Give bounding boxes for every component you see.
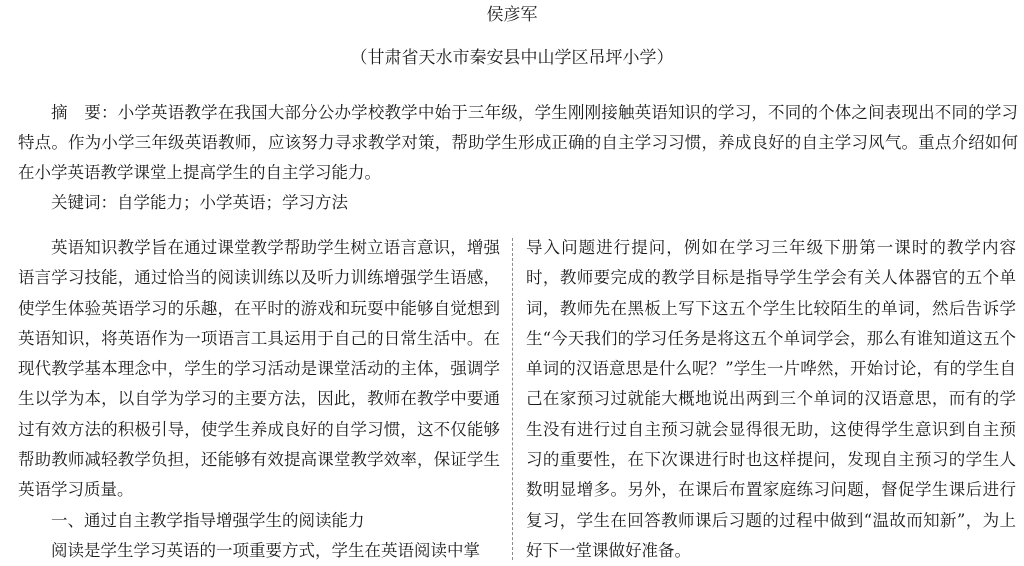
body-left-column <box>18 233 500 566</box>
abstract-block <box>18 98 1018 218</box>
body-right-column <box>526 233 1016 566</box>
abstract-text: 小学英语教学在我国大部分公办学校教学中始于三年级，学生刚刚接触英语知识的学习，不同的个体之间表现出不同的学习特点。作为小学三年级英语教师，应该努力寻求教学对策，帮助学生形成正确的自主学习习惯，养成良好的自主学习风气。重点介绍如何在小学英语教学课堂上提高学生的自主学习能力。 <box>18 103 1019 182</box>
abstract-paragraph <box>18 98 1018 188</box>
body-paragraph: 英语知识教学旨在通过课堂教学帮助学生树立语言意识，增强语言学习技能，通过恰当的阅读训练以及听力训练增强学生语感，使学生体验英语学习的乐趣，在平时的游戏和玩耍中能够自觉想到英语知识，将英语作为一项语言工具运用于自己的日常生活中。在现代教学基本理念中，学生的学习活动是课堂活动的主体，强调学生以学为本，以自学为学习的主要方法，因此，教师在教学中要通过有效方法的积极引导，使学生养成良好的自学习惯，这不仅能够帮助教师减轻教学负担，还能够有效提高课堂教学效率，保证学生英语学习质量。 <box>18 238 500 500</box>
author-name: 侯彦军 <box>486 5 538 25</box>
author-affiliation: （甘肃省天水市秦安县中山学区吊坪小学） <box>350 48 674 68</box>
abstract-label: 摘 要： <box>51 103 118 122</box>
keywords-line <box>18 188 1018 218</box>
keywords-label: 关键词： <box>51 193 117 212</box>
section-heading: 一、通过自主教学指导增强学生的阅读能力 <box>51 510 365 530</box>
column-divider <box>512 238 513 560</box>
body-paragraph: 导入问题进行提问，例如在学习三年级下册第一课时的教学内容时，教师要完成的教学目标是指导学生学会有关人体器官的五个单词，教师先在黑板上写下这五个学生比较陌生的单词，然后告诉学生“今天我们的学习任务是将这五个单词学会，那么有谁知道这五个单词的汉语意思是什么呢？”学生一片哗然，开始讨论，有的学生自己在家预习过就能大概地说出两到三个单词的汉语意思，而有的学生没有进行过自主预习就会显得很无助，这使得学生意识到自主预习的重要性，在下次课进行时也这样提问，发现自主预习的学生人数明显增多。另外，在课后布置家庭练习问题，督促学生课后进行复习，学生在回答教师课后习题的过程中做到“温故而知新”，为上好下一堂课做好准备。 <box>526 238 1016 560</box>
body-paragraph: 阅读是学生学习英语的一项重要方式，学生在英语阅读中掌 <box>51 540 480 560</box>
keywords-text: 自学能力；小学英语；学习方法 <box>117 193 348 212</box>
